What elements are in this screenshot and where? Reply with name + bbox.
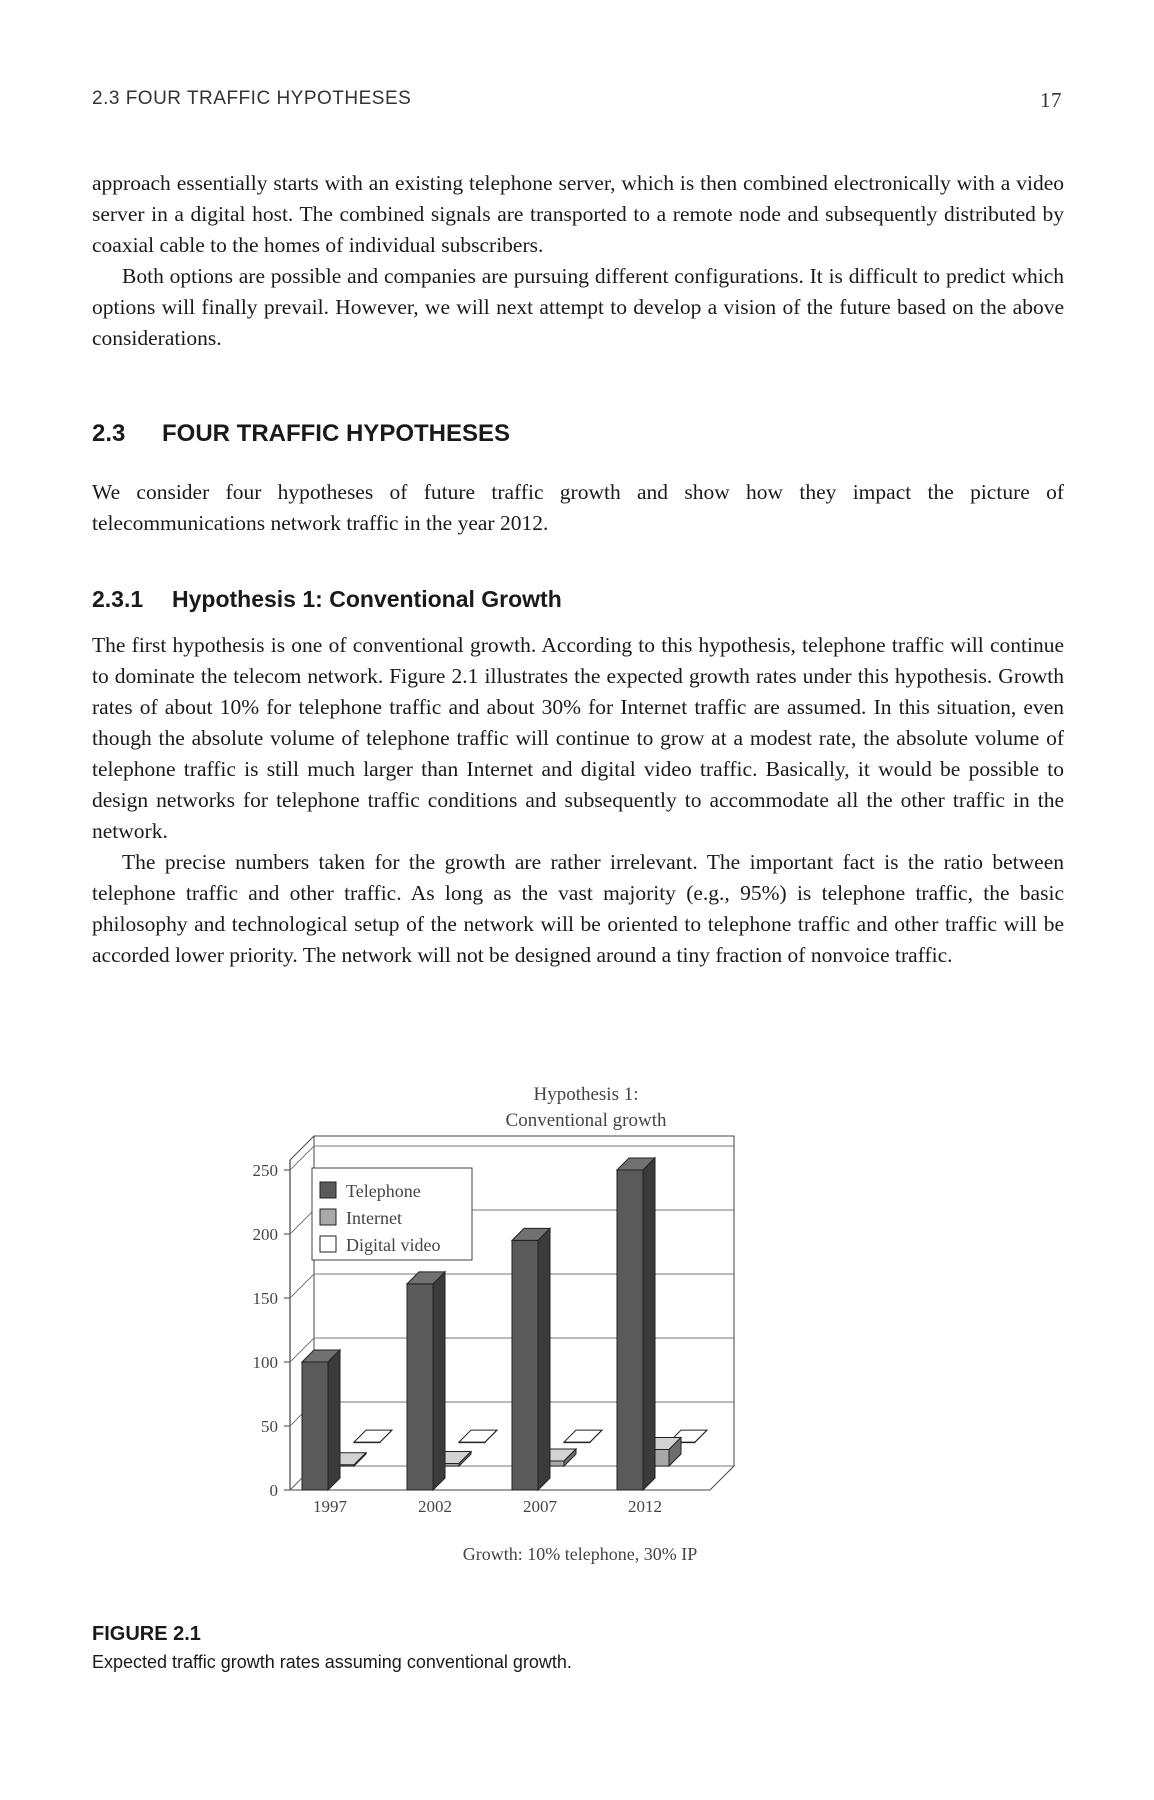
subsection-text — [92, 630, 1064, 971]
legend-swatch-digital-video — [320, 1236, 336, 1252]
bar-side — [538, 1228, 550, 1490]
traffic-growth-chart — [240, 1080, 880, 1580]
figure-label: FIGURE 2.1 — [92, 1623, 201, 1645]
paragraph: approach essentially starts with an existing telephone server, which is then combined electronically with a video server in a digital host. The combined signals are transported to a remote node and subsequently distributed by coaxial cable to the homes of individual subscribers. — [92, 171, 1064, 257]
subsection-title: Hypothesis 1: Conventional Growth — [172, 586, 562, 612]
bar-side — [433, 1272, 445, 1490]
page-number: 17 — [1040, 88, 1062, 112]
intro-text — [92, 168, 1064, 354]
legend-label: Internet — [346, 1208, 402, 1228]
legend-label: Telephone — [346, 1181, 421, 1201]
x-tick-label: 1997 — [313, 1497, 347, 1516]
figure-caption: Expected traffic growth rates assuming conventional growth. — [92, 1652, 572, 1672]
plot-area — [253, 1136, 735, 1516]
bar-telephone-2007 — [512, 1240, 538, 1490]
bar-telephone-2012 — [617, 1170, 643, 1490]
bar-telephone-2002 — [407, 1284, 433, 1490]
y-tick-label: 150 — [252, 1289, 278, 1308]
chart-title: Hypothesis 1: — [533, 1084, 639, 1105]
x-tick-label: 2012 — [628, 1497, 662, 1516]
subsection-number: 2.3.1 — [92, 586, 144, 612]
axis-edge — [290, 1136, 314, 1160]
section-intro — [92, 477, 1064, 539]
y-tick-label: 50 — [261, 1417, 278, 1436]
paragraph: Both options are possible and companies are pursuing different configurations. It is difficult to predict which options will finally prevail. However, we will next attempt to develop a vision of the future based on the above considerations. — [92, 264, 1064, 350]
legend-swatch-telephone — [320, 1182, 336, 1198]
paragraph: The precise numbers taken for the growth are rather irrelevant. The important fact is the ratio between telephone traffic and other traffic. As long as the vast majority (e.g., 95%) is telephone traffic, the basic philosophy and technological setup of the network will be oriented to telephone traffic and other traffic will be accorded lower priority. The network will not be designed around a tiny fraction of nonvoice traffic. — [92, 850, 1064, 967]
y-tick-label: 250 — [252, 1161, 278, 1180]
bar-side — [328, 1350, 340, 1490]
paragraph: The first hypothesis is one of conventional growth. According to this hypothesis, telephone traffic will continue to dominate the telecom network. Figure 2.1 illustrates the expected growth rates under this hypothesis. Growth rates of about 10% for telephone traffic and about 30% for Internet traffic are assumed. In this situation, even though the absolute volume of telephone traffic will continue to grow at a modest rate, the absolute volume of telephone traffic is still much larger than Internet and digital video traffic. Basically, it would be possible to design networks for telephone traffic conditions and subsequently to accommodate all the other traffic in the network. — [92, 633, 1064, 843]
bar-side — [643, 1158, 655, 1490]
running-header — [92, 88, 1062, 110]
legend-swatch-internet — [320, 1209, 336, 1225]
x-axis-label: Growth: 10% telephone, 30% IP — [462, 1544, 698, 1564]
chart-subtitle: Conventional growth — [505, 1110, 667, 1131]
subsection-heading — [92, 586, 562, 613]
y-tick-label: 0 — [269, 1481, 278, 1500]
bar-telephone-1997 — [302, 1362, 328, 1490]
y-tick-label: 200 — [252, 1225, 278, 1244]
paragraph: We consider four hypotheses of future traffic growth and show how they impact the picture of telecommunications network traffic in the year 2012. — [92, 480, 1064, 535]
legend-label: Digital video — [346, 1235, 441, 1255]
section-title: FOUR TRAFFIC HYPOTHESES — [162, 420, 511, 447]
running-header-section: 2.3 FOUR TRAFFIC HYPOTHESES — [92, 88, 412, 109]
section-number: 2.3 — [92, 420, 126, 447]
y-tick-label: 100 — [252, 1353, 278, 1372]
x-tick-label: 2002 — [418, 1497, 452, 1516]
section-heading — [92, 420, 510, 448]
x-tick-label: 2007 — [523, 1497, 557, 1516]
